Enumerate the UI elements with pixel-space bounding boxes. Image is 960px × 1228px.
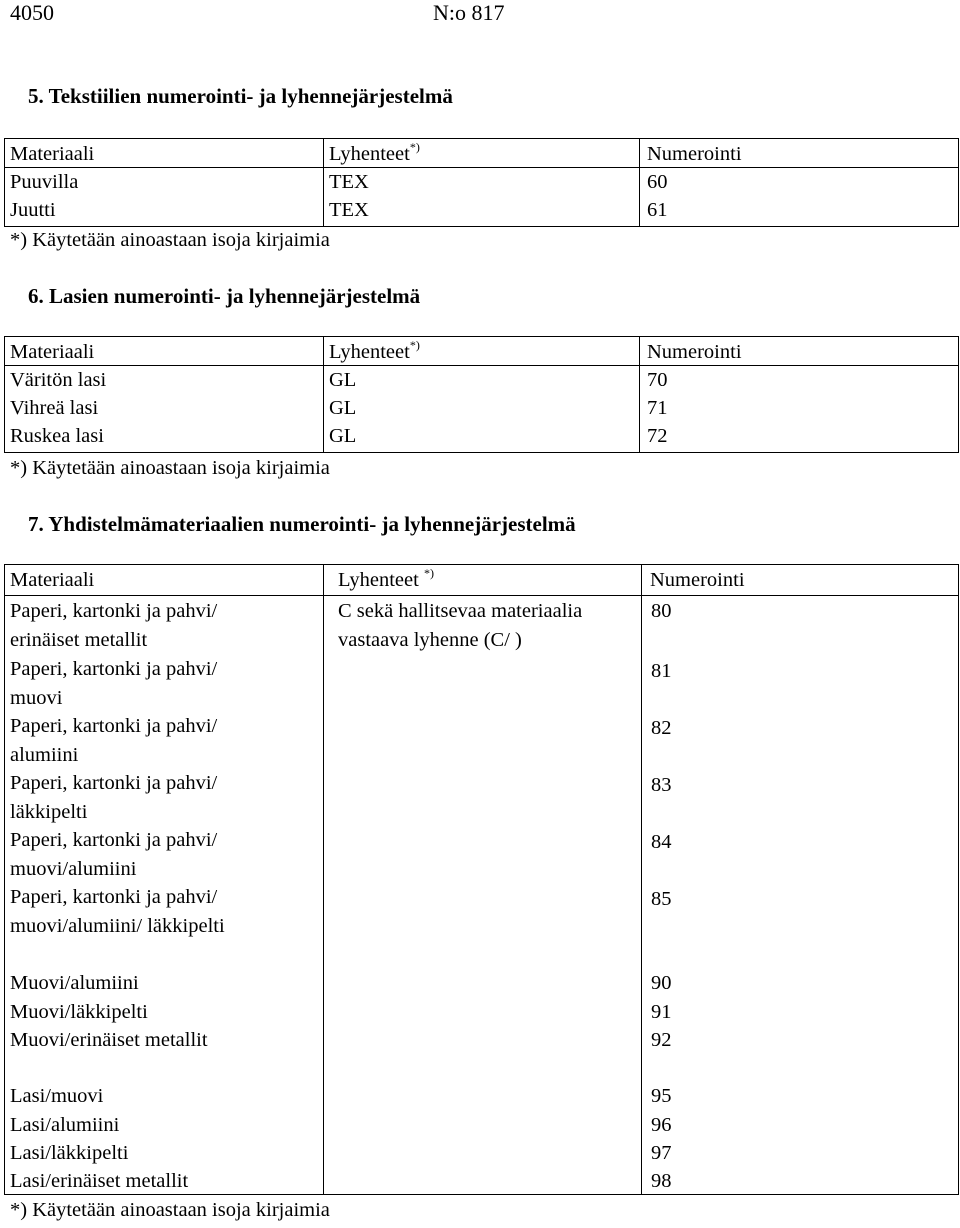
table-row: Lasi/läkkipelti [10,1142,129,1164]
col-abbreviations: Lyhenteet*) [329,140,420,165]
table-cell: 97 [651,1142,672,1164]
section-7-title: 7. Yhdistelmämateriaalien numerointi- ja lyhennejärjestelmä [28,512,576,536]
table-row: Lasi/muovi [10,1085,104,1107]
table-cell: 71 [647,397,668,419]
table-cell: GL [329,369,357,391]
page-number: 4050 [10,0,54,25]
table-cell: 91 [651,1001,672,1023]
footnote: *) Käytetään ainoastaan isoja kirjaimia [10,457,330,479]
table-row: muovi/alumiini/ läkkipelti [10,915,225,937]
table-cell: 83 [651,774,672,796]
table-row: Muovi/erinäiset metallit [10,1029,208,1051]
table-row: Ruskea lasi [10,425,104,447]
footnote: *) Käytetään ainoastaan isoja kirjaimia [10,229,330,251]
table-cell: 70 [647,369,668,391]
col-material: Materiaali [10,341,95,363]
table-row: Paperi, kartonki ja pahvi/ [10,658,218,680]
table-row: Muovi/läkkipelti [10,1001,148,1023]
section-6-title: 6. Lasien numerointi- ja lyhennejärjestelmä [28,284,421,308]
statute-number: N:o 817 [433,0,505,25]
table-row: Paperi, kartonki ja pahvi/ [10,772,218,794]
table-row: Puuvilla [10,171,79,193]
table-row: Väritön lasi [10,369,107,391]
table-cell: 95 [651,1085,672,1107]
section-5-title: 5. Tekstiilien numerointi- ja lyhennejärjestelmä [28,84,453,108]
table-row: Paperi, kartonki ja pahvi/ [10,829,218,851]
col-material: Materiaali [10,569,95,591]
table-row: muovi [10,687,63,709]
col-numbering: Numerointi [647,341,742,363]
table-cell: TEX [329,171,369,193]
col-abbreviations: Lyhenteet *) [338,566,434,591]
table-cell: 72 [647,425,668,447]
col-material: Materiaali [10,143,95,165]
table-cell: 81 [651,660,672,682]
table-cell: GL [329,397,357,419]
col-numbering: Numerointi [647,143,742,165]
table-cell: 60 [647,171,668,193]
abbreviation-rule: vastaava lyhenne (C/ ) [338,629,522,651]
table-cell: 92 [651,1029,672,1051]
col-abbreviations: Lyhenteet*) [329,338,420,363]
table-cell: 96 [651,1114,672,1136]
table-cell: 80 [651,600,672,622]
table-cell: 82 [651,717,672,739]
table-cell: 85 [651,888,672,910]
table-cell: TEX [329,199,369,221]
table-row: erinäiset metallit [10,629,148,651]
table-row: Muovi/alumiini [10,972,139,994]
table-row: Paperi, kartonki ja pahvi/ [10,600,218,622]
table-row: muovi/alumiini [10,858,137,880]
abbreviation-rule: C sekä hallitsevaa materiaalia [338,600,583,622]
table-row: läkkipelti [10,801,88,823]
table-row: Paperi, kartonki ja pahvi/ [10,715,218,737]
table-cell: 61 [647,199,668,221]
table-row: Paperi, kartonki ja pahvi/ [10,886,218,908]
table-row: Juutti [10,199,56,221]
table-row: alumiini [10,744,79,766]
table-cell: 84 [651,831,672,853]
table-cell: GL [329,425,357,447]
table-row: Lasi/alumiini [10,1114,120,1136]
col-numbering: Numerointi [650,569,745,591]
table-cell: 98 [651,1170,672,1192]
footnote: *) Käytetään ainoastaan isoja kirjaimia [10,1199,330,1221]
table-row: Vihreä lasi [10,397,99,419]
table-row: Lasi/erinäiset metallit [10,1170,189,1192]
table-cell: 90 [651,972,672,994]
